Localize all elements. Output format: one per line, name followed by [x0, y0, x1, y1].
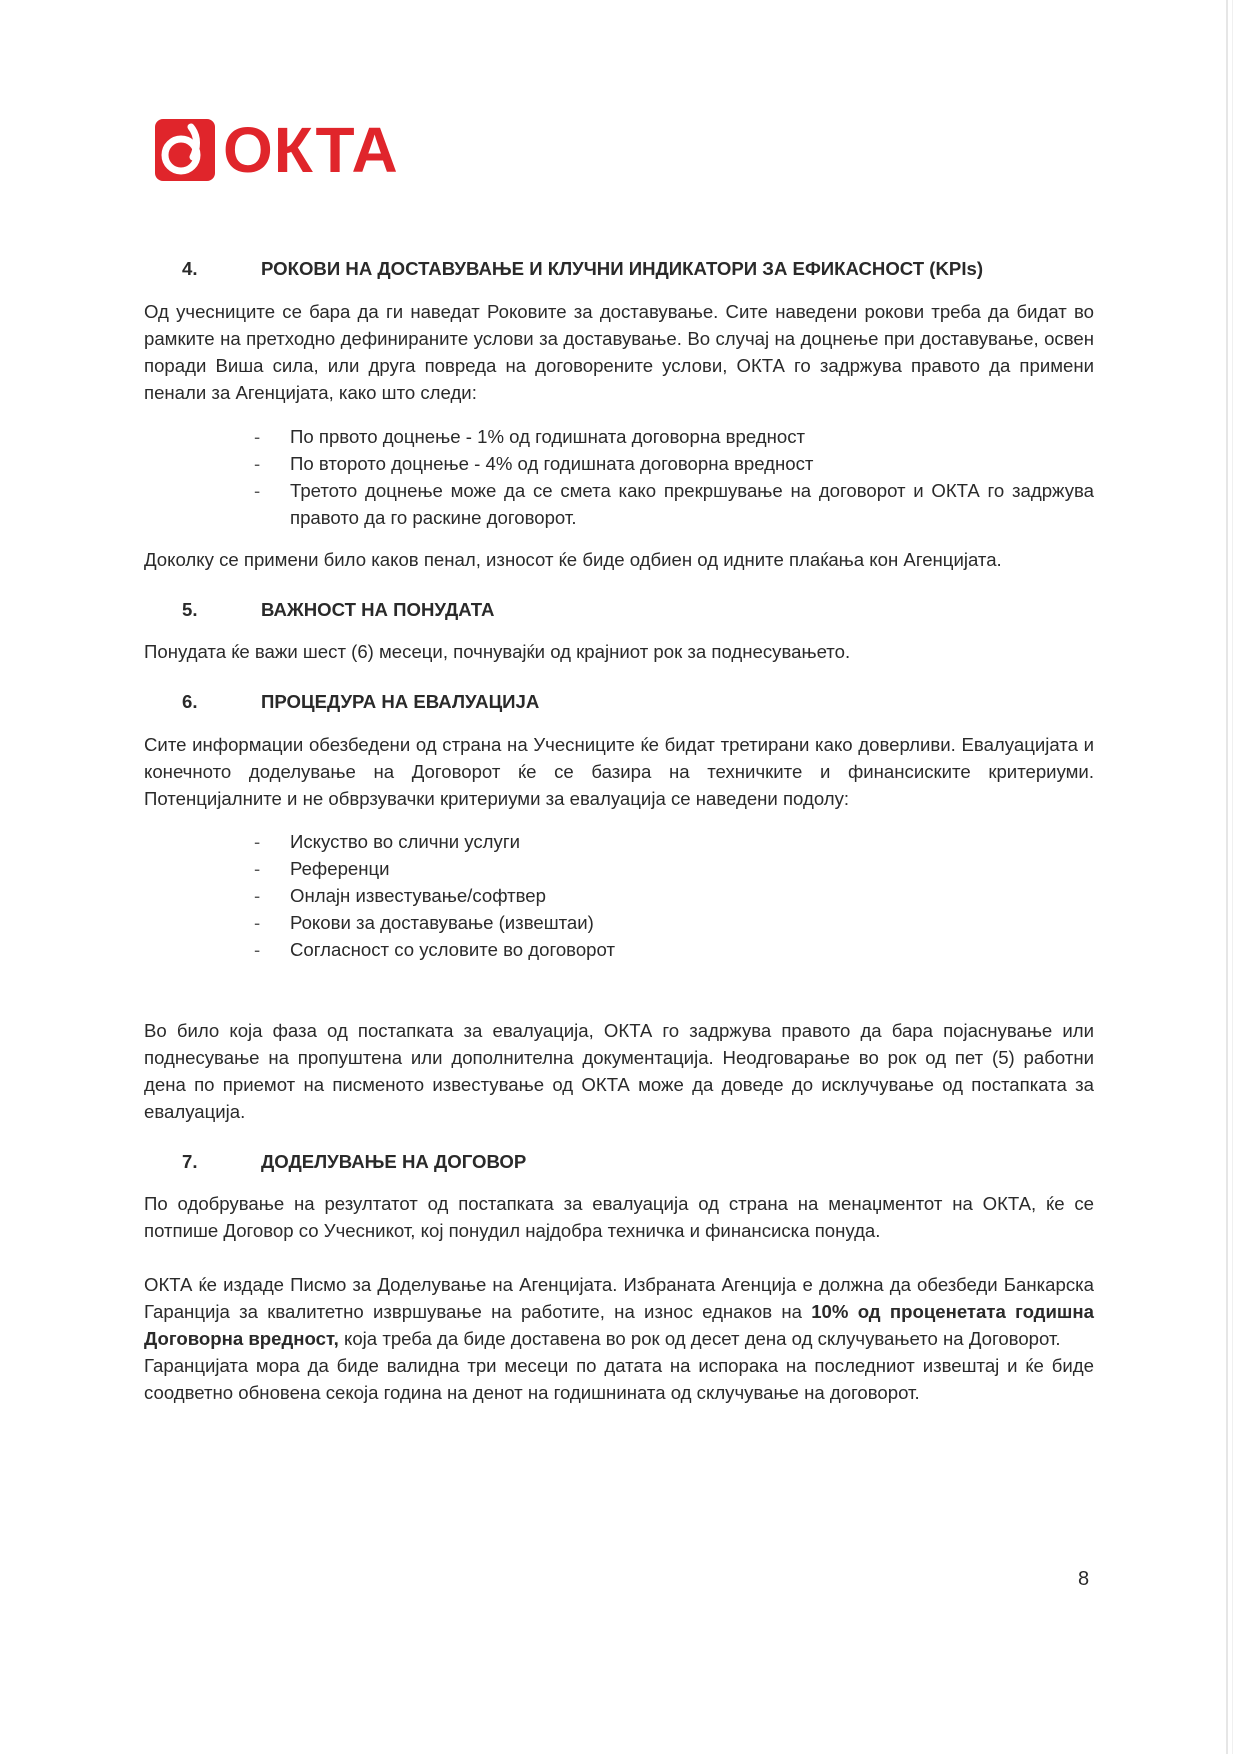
list-item: - Искуство во слични услуги [254, 828, 1094, 855]
section-number: 4. [182, 258, 198, 279]
section-7-validity-paragraph: Гаранцијата мора да биде валидна три месеци по датата на испорака на последниот извештај и ќе биде соодветно обновена секоја година на денот на годишнината од склучување на договорот. [144, 1355, 1094, 1403]
section-6-outro: Во било која фаза од постапката за евалуација, ОКТА го задржува правото да бара појаснување или поднесување на пропуштена или дополнителна документација. Неодговарање во рок од пет (5) работни дена по приемот на писменото известување од ОКТА може да доведе до исклучување од постапката за евалуација. [144, 1020, 1094, 1122]
list-item: - По првото доцнење - 1% од годишната договорна вредност [254, 423, 1094, 450]
section-title: ВАЖНОСТ НА ПОНУДАТА [261, 599, 495, 620]
section-4-intro: Од учесниците се бара да ги наведат Роковите за доставување. Сите наведени рокови треба да бидат во рамките на претходно дефинираните услови за доставување. Во случај на доцнење при доставување, освен поради Виша сила, или друга повреда на договорените услови, ОКТА го задржува правото да примени пенали за Агенцијата, како што следи: [144, 301, 1094, 403]
okta-logo [155, 116, 415, 188]
scan-edge-shadow [1232, 0, 1233, 1754]
list-item: - Согласност со условите во договорот [254, 936, 1094, 963]
section-number: 5. [182, 599, 198, 620]
list-item: - Референци [254, 855, 1094, 882]
list-item: - По второто доцнење - 4% од годишната договорна вредност [254, 450, 1094, 477]
scan-edge [1226, 0, 1228, 1754]
section-6-intro: Сите информации обезбедени од страна на Учесниците ќе бидат третирани како доверливи. Евалуацијата и конечното доделување на Договорот ќе се базира на техничките и финансиските критериуми. Потенцијалните и не обврзувачки критериуми за евалуација се наведени подолу: [144, 734, 1094, 809]
section-4-outro: Доколку се примени било каков пенал, износот ќе биде одбиен од идните плаќања кон Агенцијата. [144, 549, 1002, 570]
section-5-heading [144, 596, 1094, 623]
guarantee-amount-text: 10% од проценетата годишна Договорна вредност, [144, 1301, 1094, 1349]
section-title: ДОДЕЛУВАЊЕ НА ДОГОВОР [261, 1151, 527, 1172]
section-title: РОКОВИ НА ДОСТАВУВАЊЕ И КЛУЧНИ ИНДИКАТОРИ ЗА ЕФИКАСНОСТ (KPIs) [261, 258, 984, 279]
penalty-list [144, 423, 1094, 531]
section-number: 6. [182, 691, 198, 712]
section-7-intro: По одобрување на резултатот од постапката за евалуација од страна на менаџментот на ОКТА, ќе се потпише Договор со Учесникот, кој понудил најдобра техничка и финансиска понуда. [144, 1193, 1094, 1241]
list-item: - Онлајн известување/софтвер [254, 882, 1094, 909]
okta-logo-mark-icon [155, 119, 215, 181]
section-7-heading [144, 1148, 1094, 1175]
section-6-heading [144, 688, 1094, 715]
criteria-list [144, 828, 1094, 963]
page-number: 8 [1078, 1568, 1090, 1590]
section-7-guarantee-paragraph [144, 1271, 1094, 1352]
list-item: - Третото доцнење може да се смета како прекршување на договорот и ОКТА го задржува правото да го раскине договорот. [254, 477, 1094, 531]
section-number: 7. [182, 1151, 198, 1172]
okta-wordmark: ОКТА [223, 114, 399, 186]
section-5-intro: Понудата ќе важи шест (6) месеци, почнувајќи од крајниот рок за поднесувањето. [144, 641, 851, 662]
section-title: ПРОЦЕДУРА НА ЕВАЛУАЦИЈА [261, 691, 540, 712]
list-item: - Рокови за доставување (извештаи) [254, 909, 1094, 936]
paragraph-text: ОКТА ќе издаде Писмо за Доделување на Агенцијата. Избраната Агенција е должна да обезбеди Банкарска Гаранција за квалитетно извршување на работите, на износ еднаков на [144, 1274, 1094, 1322]
paragraph-text: која треба да биде доставена во рок од десет дена од склучувањето на Договорот. [338, 1328, 1061, 1349]
section-4-heading [144, 255, 1094, 282]
document-body [144, 255, 1094, 1406]
